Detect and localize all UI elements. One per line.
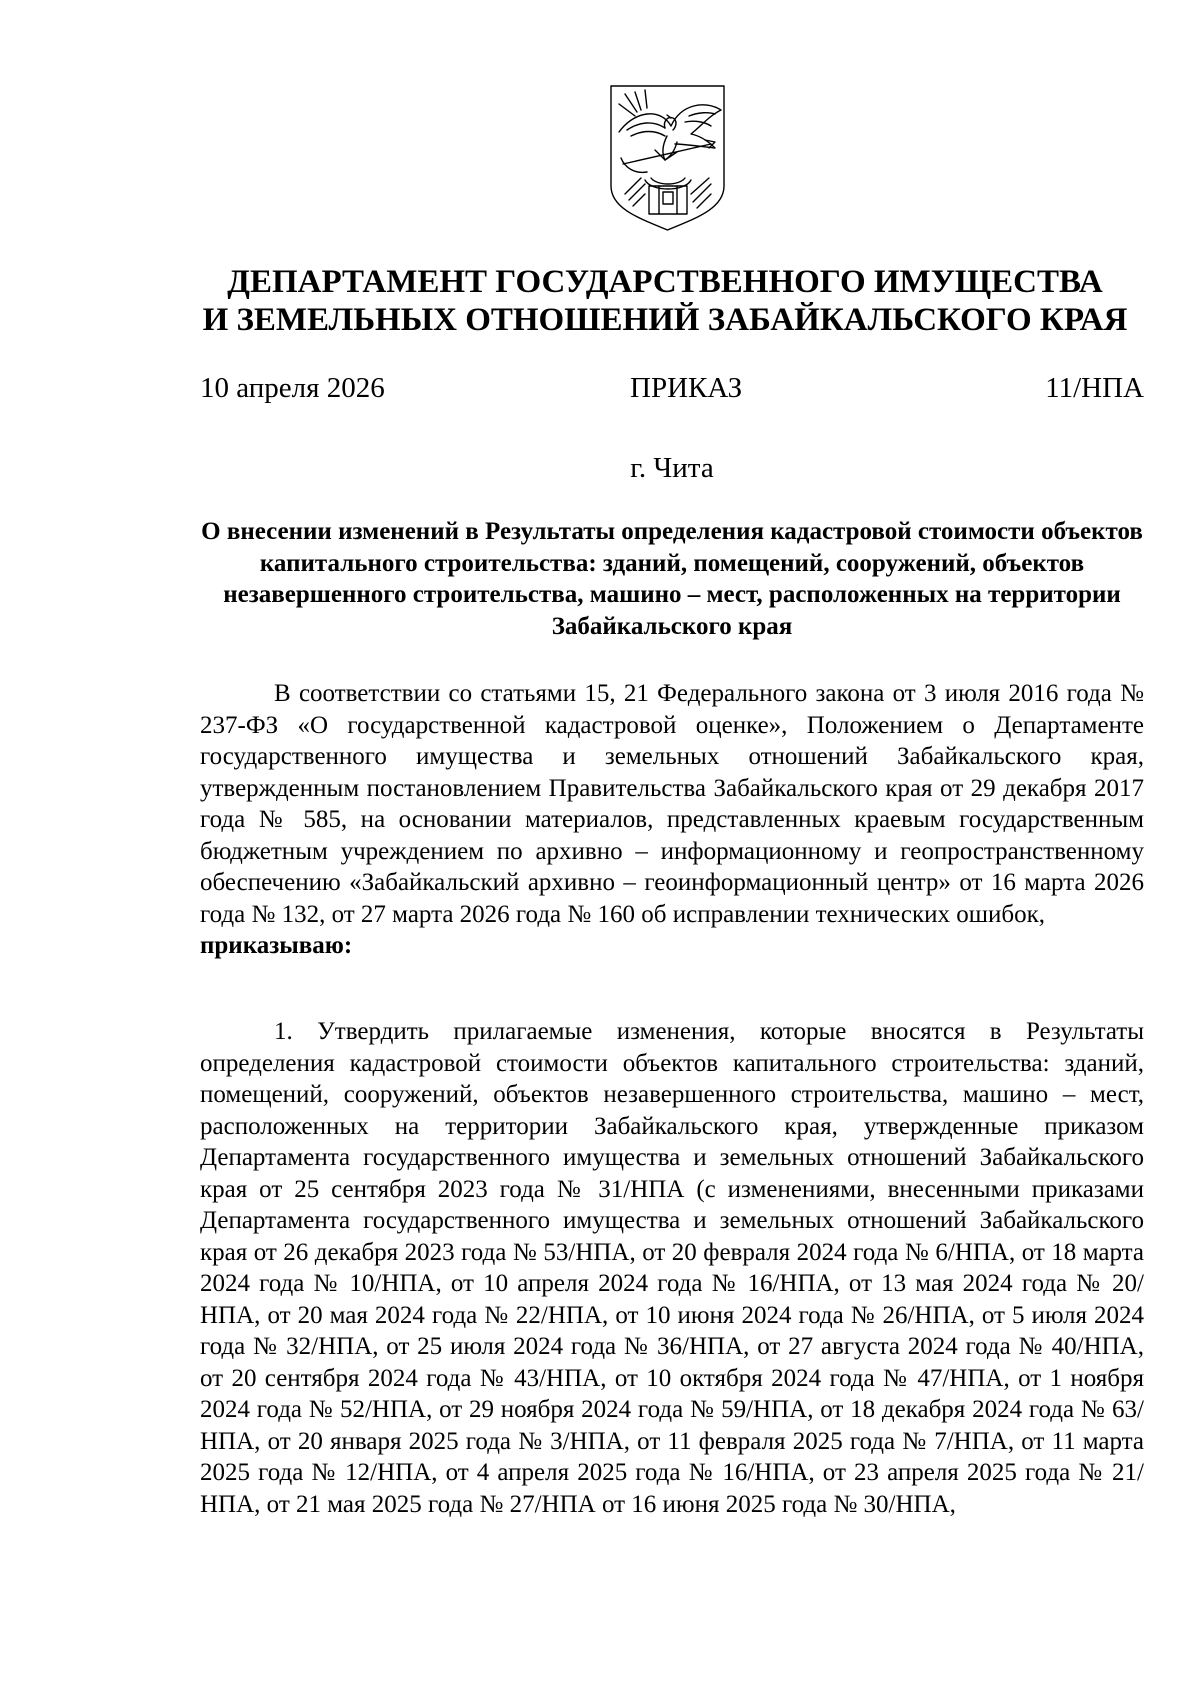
order-info-row [200, 370, 1144, 410]
preamble-text: В соответствии со статьями 15, 21 Федерального закона от 3 июля 2016 года № 237-ФЗ «О государственной кадастровой оценке», Положением о Департаменте государственного имущества и земельных отношений Забайкальского края, утвержденным постановлением Правительства Забайкальского края от 29 декабря 2017 года № 585, на основании материалов, представленных краевым государственным бюджетным учреждением по архивно – информационному и геопространственному обеспечению «Забайкальский архивно – геоинформационный центр» от 16 марта 2026 года № 132, от 27 марта 2026 года № 160 об исправлении технических ошибок, [200, 680, 1144, 928]
order-date: 10 апреля 2026 [200, 372, 385, 404]
city-name: г. Чита [630, 452, 714, 484]
organization-name-line-1: ДЕПАРТАМЕНТ ГОСУДАРСТВЕННОГО ИМУЩЕСТВА [227, 264, 1103, 300]
order-type: ПРИКАЗ [630, 372, 743, 404]
clause-1-paragraph: 1. Утвердить прилагаемые изменения, которые вносятся в Результаты определения кадастровой стоимости объектов капитального строительства: зданий, помещений, сооружений, объектов незавершенного строительства, машино – мест, расположенных на территории Забайкальского края, утвержденные приказом Департамента государственного имущества и земельных отношений Забайкальского края от 25 сентября 2023 года № 31/НПА (с изменениями, внесенными приказами Департамента государственного имущества и земельных отношений Забайкальского края от 26 декабря 2023 года № 53/НПА, от 20 февраля 2024 года № 6/НПА, от 18 марта 2024 года № 10/НПА, от 10 апреля 2024 года № 16/НПА, от 13 мая 2024 года № 20/НПА, от 20 мая 2024 года № 22/НПА, от 10 июня 2024 года № 26/НПА, от 5 июля 2024 года № 32/НПА, от 25 июля 2024 года № 36/НПА, от 27 августа 2024 года № 40/НПА, от 20 сентября 2024 года № 43/НПА, от 10 октября 2024 года № 47/НПА, от 1 ноября 2024 года № 52/НПА, от 29 ноября 2024 года № 59/НПА, от 18 декабря 2024 года № 63/НПА, от 20 января 2025 года № 3/НПА, от 11 февраля 2025 года № 7/НПА, от 11 марта 2025 года № 12/НПА, от 4 апреля 2025 года № 16/НПА, от 23 апреля 2025 года № 21/НПА, от 21 мая 2025 года № 27/НПА от 16 июня 2025 года № 30/НПА, [200, 1018, 1144, 1518]
document-title: О внесении изменений в Результаты определения кадастровой стоимости объектов капитального строительства: зданий, помещений, сооружений, объектов незавершенного строительства, машино – мест, расположенных на территории Забайкальского края [201, 518, 1143, 640]
order-number: 11/НПА [1045, 372, 1144, 404]
preamble-paragraph [200, 678, 1144, 962]
organization-name [200, 263, 1130, 339]
order-directive: приказываю: [200, 932, 353, 959]
organization-name-line-2: И ЗЕМЕЛЬНЫХ ОТНОШЕНИЙ ЗАБАЙКАЛЬСКОГО КРАЯ [202, 302, 1128, 338]
coat-of-arms-icon [605, 82, 730, 234]
